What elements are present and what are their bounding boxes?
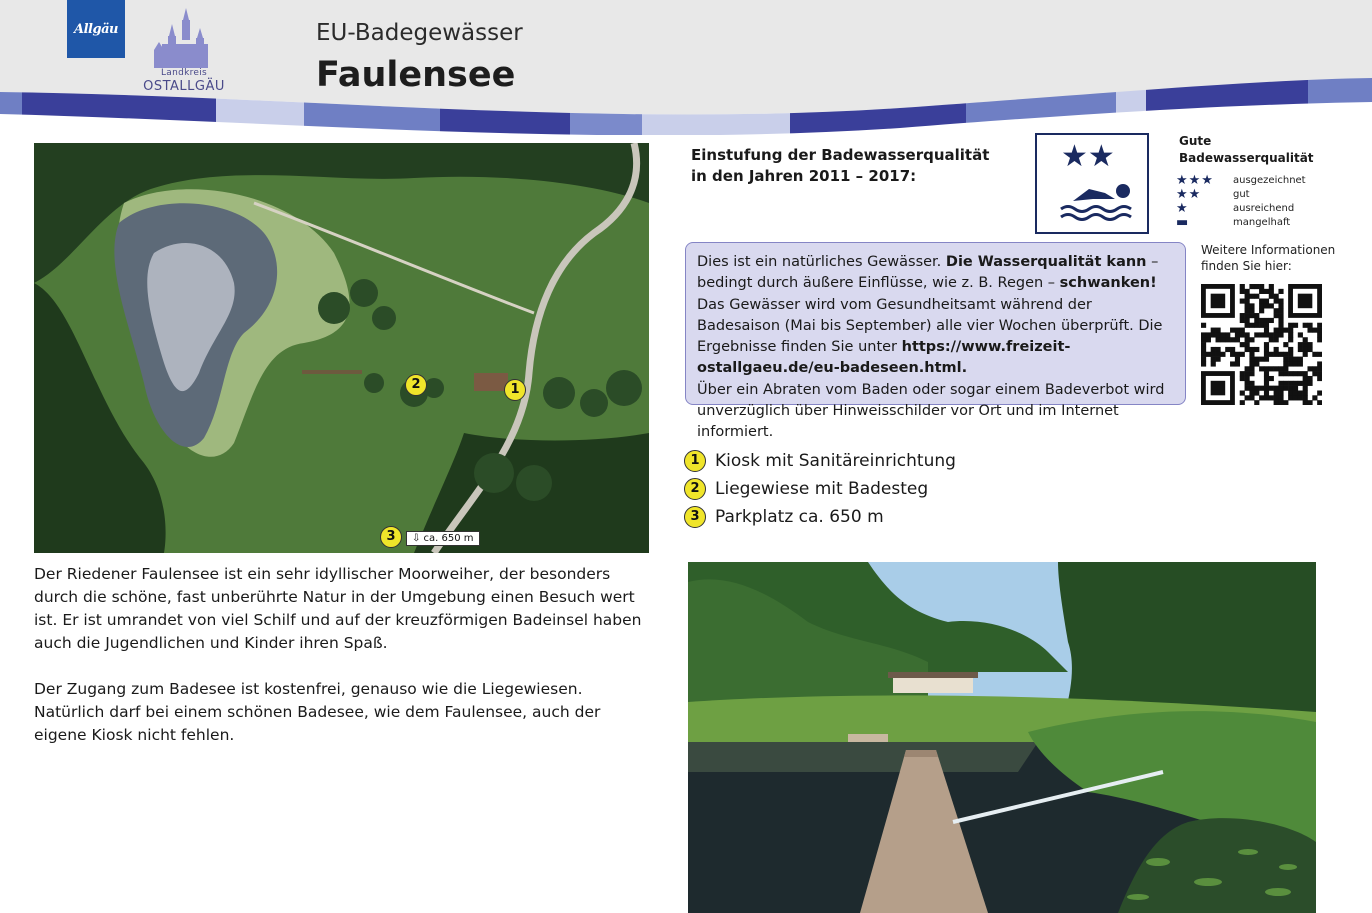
legend-title: Gute Badewasserqualität bbox=[1179, 134, 1314, 165]
rating-stars: ★★ bbox=[1061, 139, 1115, 174]
castle-icon bbox=[148, 6, 220, 70]
poi-number: 1 bbox=[684, 450, 706, 472]
legend-label: ausreichend bbox=[1233, 203, 1295, 214]
rating-badge bbox=[1035, 133, 1149, 234]
legend-stars: ★ bbox=[1176, 201, 1189, 216]
description-paragraph: Der Zugang zum Badesee ist kostenfrei, genauso wie die Liegewiesen. Natürlich darf bei einem schönen Badesee, wie dem Faulensee, auch der eigene Kiosk nicht fehlen. bbox=[34, 680, 601, 744]
poi-number: 3 bbox=[684, 506, 706, 528]
map-marker-2: 2 bbox=[405, 374, 427, 396]
map-marker-1: 1 bbox=[504, 379, 526, 401]
parking-distance-tag: ⇩ ca. 650 m bbox=[406, 531, 480, 546]
aerial-photo bbox=[34, 143, 649, 553]
page-title: Faulensee bbox=[316, 55, 516, 95]
qr-caption: Weitere Informationen finden Sie hier: bbox=[1201, 243, 1336, 273]
lake-description bbox=[34, 563, 649, 770]
info-text: Das Gewässer wird vom Gesundheitsamt während der Badesaison (Mai bis September) alle vier Wochen überprüft. Die Ergebnisse finden Sie unter bbox=[697, 296, 1163, 356]
swimmer-icon bbox=[1037, 135, 1147, 232]
poi-number: 2 bbox=[684, 478, 706, 500]
bathing-jetty-photo-graphic bbox=[688, 562, 1316, 913]
district-label: Landkreis bbox=[160, 68, 208, 78]
qr-code-icon bbox=[1201, 284, 1322, 405]
legend-stars: ★★★ bbox=[1176, 173, 1214, 188]
ostallgaeu-logo bbox=[136, 6, 232, 96]
info-emphasis: Die Wasserqualität kann bbox=[945, 254, 1147, 270]
poi-item bbox=[684, 447, 956, 475]
description-paragraph: Der Riedener Faulensee ist ein sehr idyllischer Moorweiher, der besonders durch die schöne, fast unberührte Natur in der Umgebung einen Besuch wert ist. Er ist umrandet von viel Schilf und auf der kreuzförmigen Badeinsel haben auch die Jugendlichen und Kinder ihren Spaß. bbox=[34, 565, 642, 652]
poi-legend bbox=[684, 447, 956, 531]
bathing-jetty-photo bbox=[688, 562, 1316, 913]
page-kicker: EU-Badegewässer bbox=[316, 20, 523, 46]
info-emphasis: schwanken! bbox=[1059, 275, 1157, 292]
page-header bbox=[0, 0, 1372, 135]
info-url-link[interactable]: https://www.freizeit-ostallgaeu.de/eu-badeseen.html. bbox=[697, 339, 1071, 377]
info-text: Über ein Abraten vom Baden oder sogar einem Badeverbot wird unverzüglich über Hinweisschilder vor Ort und im Internet informiert. bbox=[697, 381, 1165, 441]
legend-stars: ▬ bbox=[1176, 215, 1190, 230]
poi-item bbox=[684, 475, 956, 503]
water-quality-info-box bbox=[685, 242, 1186, 441]
map-marker-3: 3 bbox=[380, 526, 402, 548]
legend-label: ausgezeichnet bbox=[1233, 175, 1306, 186]
legend-stars: ★★ bbox=[1176, 187, 1202, 202]
poi-label: Kiosk mit Sanitäreinrichtung bbox=[715, 451, 956, 471]
info-text: – bedingt durch äußere Einflüsse, wie z. B. Regen – bbox=[697, 254, 1159, 292]
allgaeu-logo: Allgäu bbox=[67, 0, 125, 58]
aerial-photo-graphic bbox=[34, 143, 649, 553]
legend-label: gut bbox=[1233, 189, 1250, 200]
district-name: OSTALLGÄU bbox=[143, 79, 225, 94]
legend-label: mangelhaft bbox=[1233, 217, 1291, 228]
poi-label: Parkplatz ca. 650 m bbox=[715, 507, 884, 527]
poi-label: Liegewiese mit Badesteg bbox=[715, 479, 929, 499]
poi-item bbox=[684, 503, 956, 531]
info-text: Dies ist ein natürliches Gewässer. bbox=[697, 254, 946, 270]
qr-code[interactable] bbox=[1201, 284, 1322, 409]
rating-heading: Einstufung der Badewasserqualität in den Jahren 2011 – 2017: bbox=[691, 146, 990, 185]
